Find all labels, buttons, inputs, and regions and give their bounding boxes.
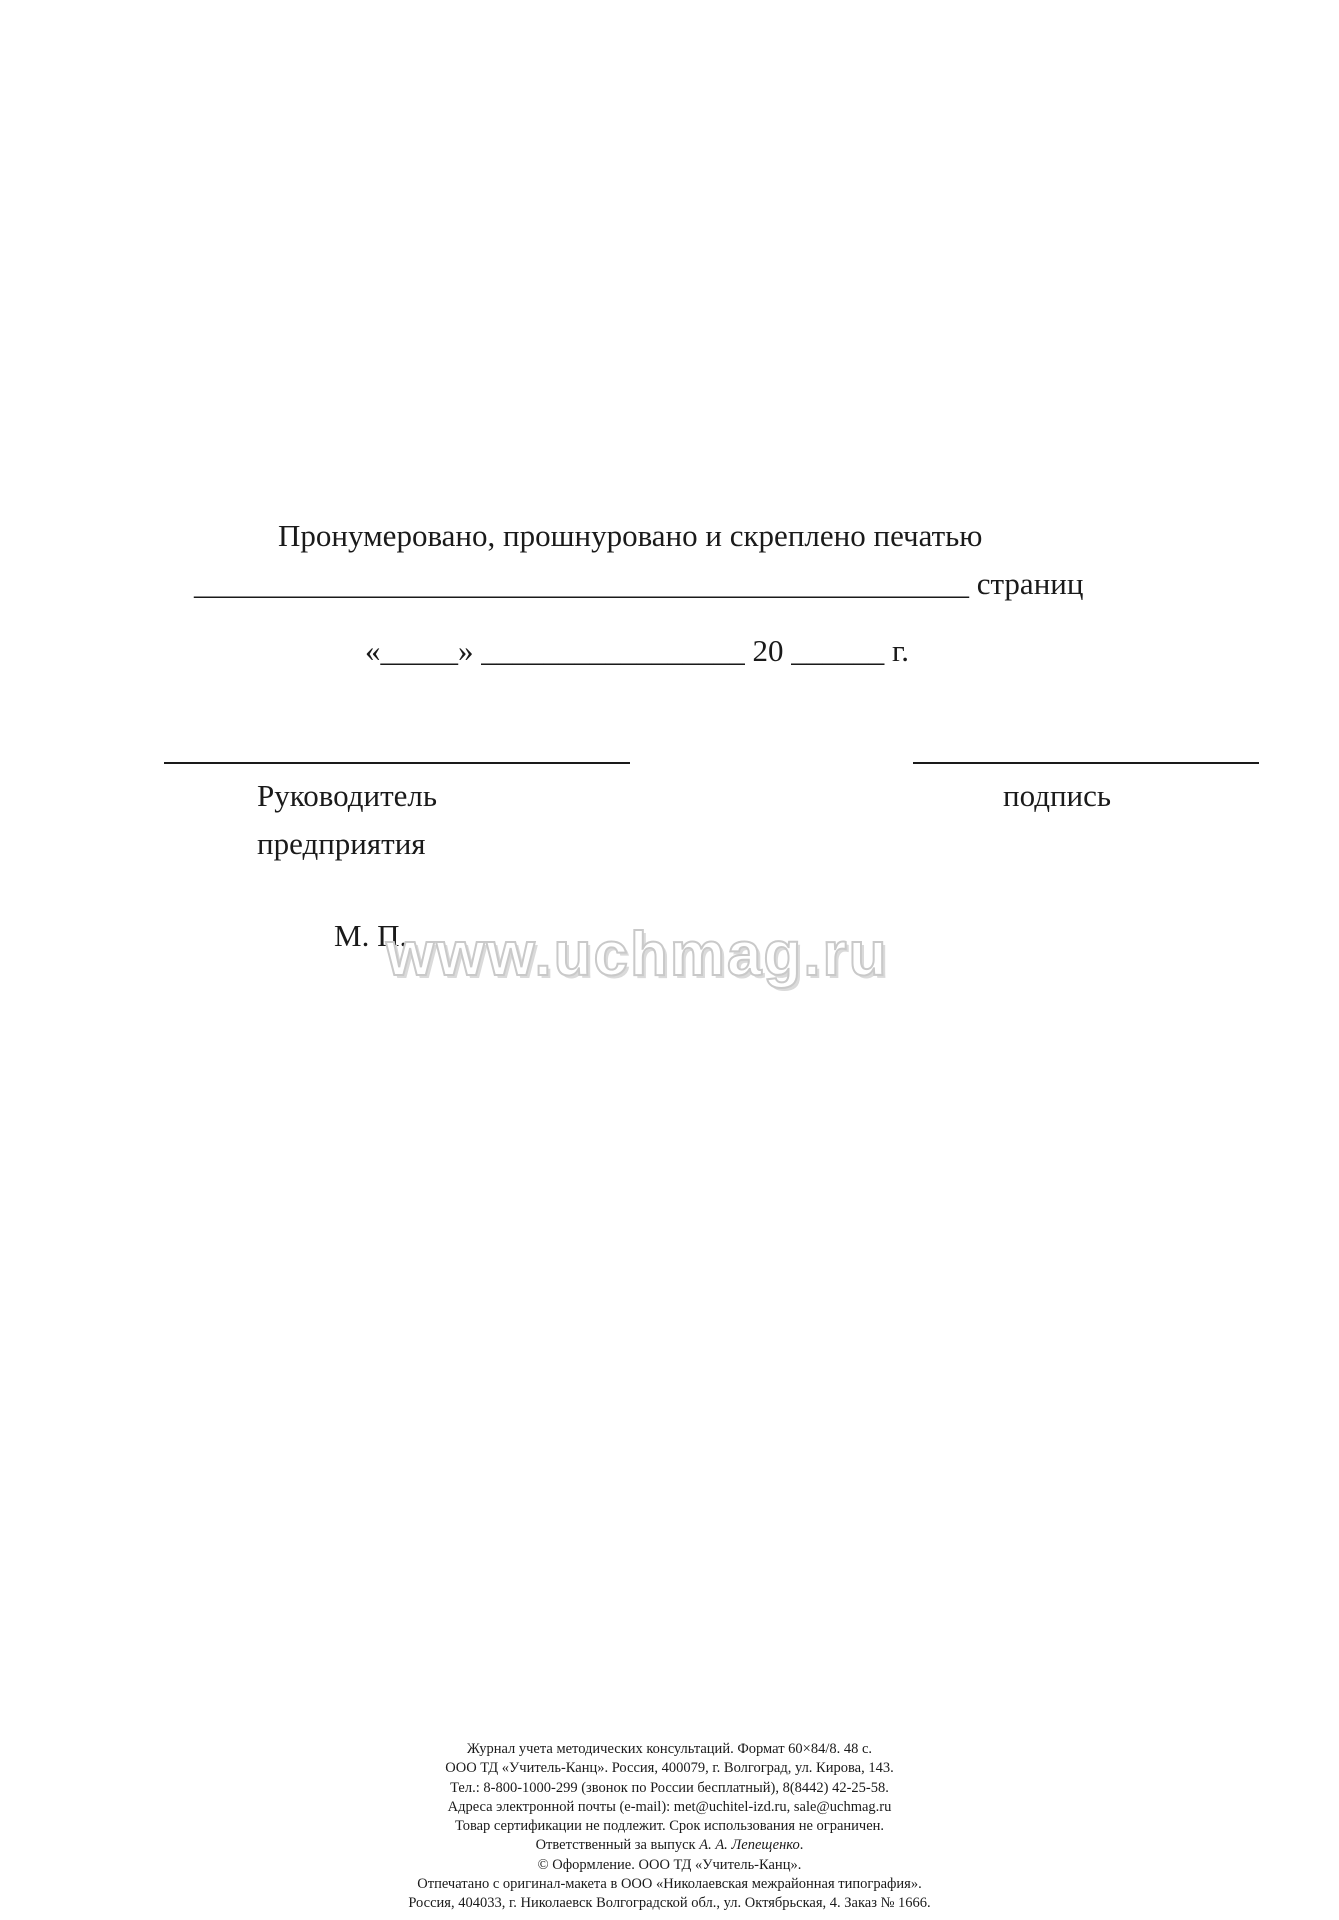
signature-rule	[913, 762, 1259, 764]
imprint-block	[0, 1740, 1339, 1914]
head-of-enterprise-label	[257, 772, 437, 868]
head-label-line2: предприятия	[257, 826, 426, 861]
imprint-line: Отпечатано с оригинал-макета в ООО «Николаевская межрайонная типография».	[417, 1876, 922, 1893]
date-line: «_____» _________________ 20 ______ г.	[365, 633, 909, 668]
signature-label: подпись	[1003, 778, 1112, 813]
imprint-line: ООО ТД «Учитель-Канц». Россия, 400079, г. Волгоград, ул. Кирова, 143.	[445, 1760, 894, 1777]
imprint-line: © Оформление. ООО ТД «Учитель-Канц».	[537, 1856, 802, 1873]
head-label-line1: Руководитель	[257, 778, 438, 813]
imprint-line-responsible	[0, 1836, 1339, 1855]
imprint-line: Адреса электронной почты (e-mail): met@uchitel-izd.ru, sale@uchmag.ru	[447, 1798, 892, 1815]
head-signature-rule	[164, 762, 630, 764]
stamp-place-label: М. П.	[334, 918, 408, 953]
responsible-suffix: .	[799, 1837, 804, 1854]
imprint-line: Тел.: 8-800-1000-299 (звонок по России бесплатный), 8(8442) 42-25-58.	[450, 1779, 889, 1796]
imprint-line: Товар сертификации не подлежит. Срок использования не ограничен.	[454, 1818, 885, 1835]
responsible-prefix: Ответственный за выпуск	[535, 1837, 700, 1854]
imprint-line: Журнал учета методических консультаций. Формат 60×84/8. 48 с.	[466, 1741, 873, 1757]
responsible-name: А. А. Лепещенко	[699, 1837, 800, 1854]
watermark: www.uchmag.ru	[386, 920, 889, 989]
certification-heading: Пронумеровано, прошнуровано и скреплено печатью	[278, 518, 983, 553]
imprint-line: Россия, 404033, г. Николаевск Волгоградской обл., ул. Октябрьская, 4. Заказ № 1666.	[408, 1895, 931, 1912]
page-count-line: __________________________________________________ страниц	[194, 566, 1084, 601]
